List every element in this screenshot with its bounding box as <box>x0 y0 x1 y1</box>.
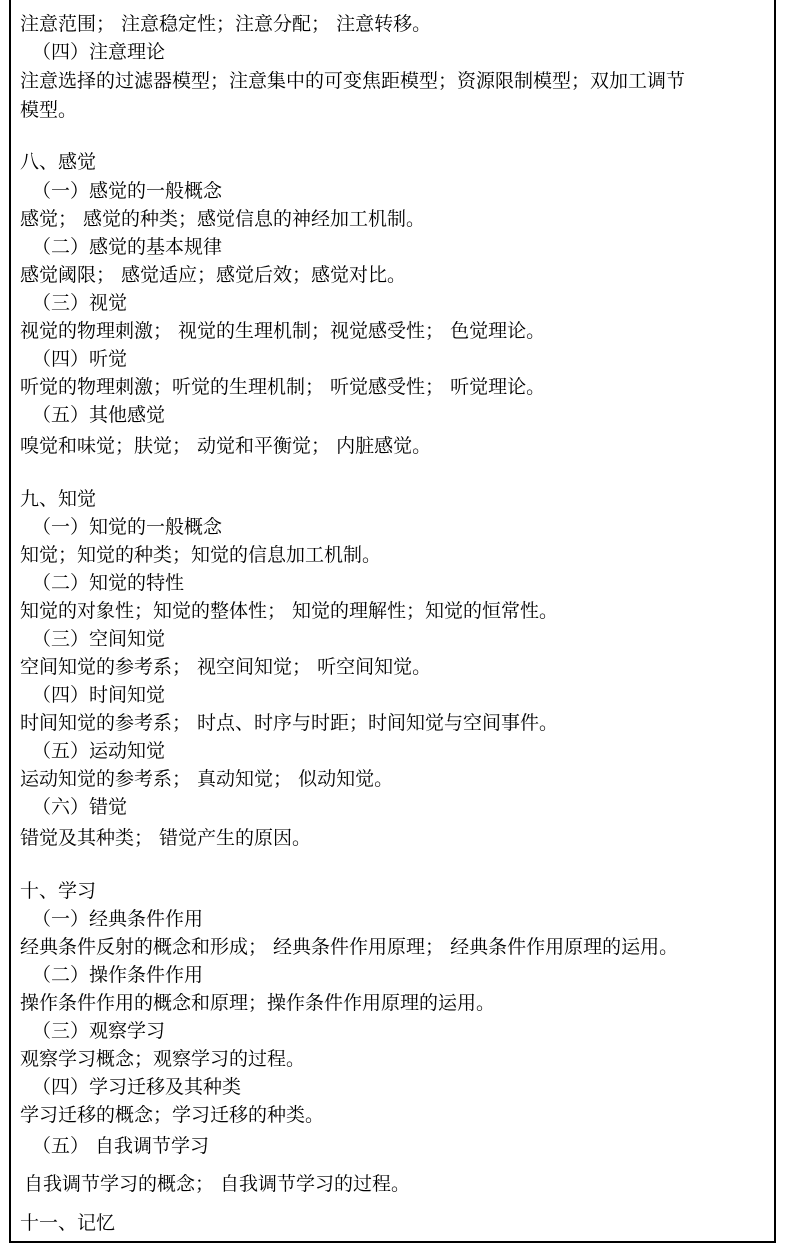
subsection-heading: （二）感觉的基本规律 <box>32 236 223 258</box>
section-heading: 十一、记忆 <box>20 1212 116 1234</box>
subsection-heading: （五） 自我调节学习 <box>32 1135 210 1157</box>
subsection-heading: （四）听觉 <box>32 348 128 370</box>
subsection-heading: （一）经典条件作用 <box>32 908 204 930</box>
section-heading: 九、知觉 <box>20 488 97 510</box>
subsection-heading: （五）其他感觉 <box>32 404 166 426</box>
text-line: 注意选择的过滤器模型；注意集中的可变焦距模型；资源限制模型；双加工调节 <box>20 70 686 92</box>
text-line: 感觉； 感觉的种类；感觉信息的神经加工机制。 <box>20 208 426 230</box>
text-line: 学习迁移的概念；学习迁移的种类。 <box>20 1104 325 1126</box>
section-heading: 八、感觉 <box>20 151 97 173</box>
subsection-heading: （二）操作条件作用 <box>32 964 204 986</box>
subsection-heading: （三）空间知觉 <box>32 628 166 650</box>
text-line: 错觉及其种类； 错觉产生的原因。 <box>20 827 312 849</box>
subsection-heading: （三）视觉 <box>32 292 128 314</box>
text-line: 时间知觉的参考系； 时点、时序与时距；时间知觉与空间事件。 <box>20 712 559 734</box>
section-heading: 十、学习 <box>20 880 97 902</box>
text-line: 知觉；知觉的种类；知觉的信息加工机制。 <box>20 544 382 566</box>
text-line: 模型。 <box>20 99 78 121</box>
subsection-heading: （一）知觉的一般概念 <box>32 516 223 538</box>
subsection-heading: （二）知觉的特性 <box>32 572 185 594</box>
text-line: 经典条件反射的概念和形成； 经典条件作用原理； 经典条件作用原理的运用。 <box>20 936 679 958</box>
subsection-heading: （三）观察学习 <box>32 1020 166 1042</box>
text-line: 嗅觉和味觉；肤觉； 动觉和平衡觉； 内脏感觉。 <box>20 435 432 457</box>
subsection-heading: （六）错觉 <box>32 796 128 818</box>
text-line: 空间知觉的参考系； 视空间知觉； 听空间知觉。 <box>20 656 432 678</box>
text-line: 运动知觉的参考系； 真动知觉； 似动知觉。 <box>20 768 394 790</box>
subsection-heading: （四）注意理论 <box>32 41 166 63</box>
subsection-heading: （四）学习迁移及其种类 <box>32 1076 242 1098</box>
text-line: 观察学习概念；观察学习的过程。 <box>20 1048 306 1070</box>
text-line: 视觉的物理刺激； 视觉的生理机制；视觉感受性； 色觉理论。 <box>20 320 546 342</box>
text-line: 操作条件作用的概念和原理；操作条件作用原理的运用。 <box>20 992 496 1014</box>
subsection-heading: （五）运动知觉 <box>32 740 166 762</box>
subsection-heading: （四）时间知觉 <box>32 684 166 706</box>
text-line: 听觉的物理刺激；听觉的生理机制； 听觉感受性； 听觉理论。 <box>20 376 546 398</box>
text-line: 自我调节学习的概念； 自我调节学习的过程。 <box>24 1173 411 1195</box>
subsection-heading: （一）感觉的一般概念 <box>32 180 223 202</box>
text-line: 感觉阈限； 感觉适应；感觉后效；感觉对比。 <box>20 264 407 286</box>
text-line: 注意范围； 注意稳定性；注意分配； 注意转移。 <box>20 13 432 35</box>
text-line: 知觉的对象性；知觉的整体性； 知觉的理解性；知觉的恒常性。 <box>20 600 559 622</box>
